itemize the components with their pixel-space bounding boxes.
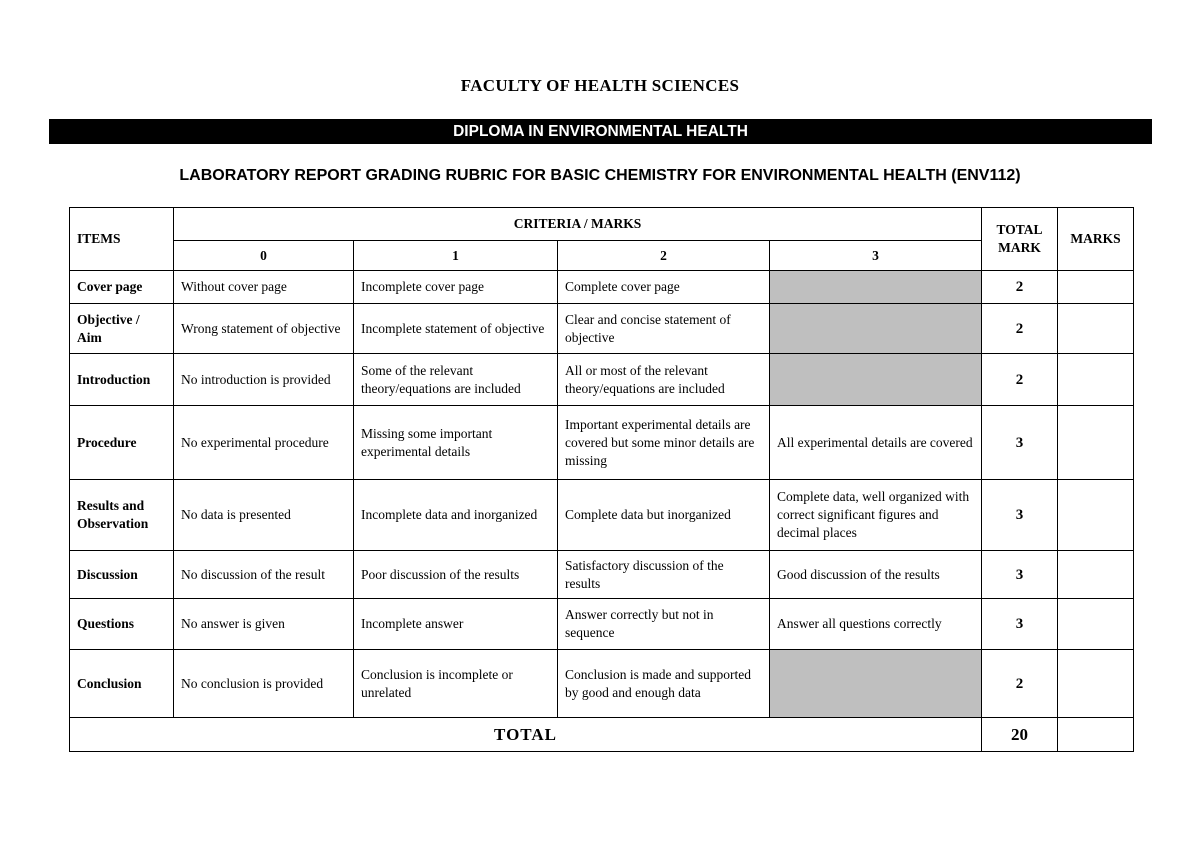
criteria-cell: Incomplete cover page bbox=[354, 271, 558, 304]
criteria-cell: Complete data but inorganized bbox=[558, 480, 770, 551]
criteria-cell: No conclusion is provided bbox=[174, 650, 354, 718]
table-row bbox=[70, 480, 1134, 551]
total-marks-cell[interactable] bbox=[1058, 718, 1134, 752]
total-row bbox=[70, 718, 1134, 752]
criteria-cell: Complete data, well organized with correct significant figures and decimal places bbox=[770, 480, 982, 551]
marks-cell[interactable] bbox=[1058, 271, 1134, 304]
shaded-cell bbox=[770, 650, 982, 718]
criteria-cell: No introduction is provided bbox=[174, 354, 354, 406]
rubric-title: LABORATORY REPORT GRADING RUBRIC FOR BASIC CHEMISTRY FOR ENVIRONMENTAL HEALTH (ENV112) bbox=[179, 167, 1021, 184]
criteria-header: CRITERIA / MARKS bbox=[174, 208, 982, 241]
total-mark-cell: 2 bbox=[982, 304, 1058, 354]
criteria-cell: Some of the relevant theory/equations are included bbox=[354, 354, 558, 406]
total-mark-cell: 2 bbox=[982, 271, 1058, 304]
faculty-title: FACULTY OF HEALTH SCIENCES bbox=[460, 76, 740, 95]
criteria-cell: No experimental procedure bbox=[174, 406, 354, 480]
total-mark-cell: 3 bbox=[982, 599, 1058, 650]
criteria-cell: Clear and concise statement of objective bbox=[558, 304, 770, 354]
criteria-cell: Good discussion of the results bbox=[770, 551, 982, 599]
table-row bbox=[70, 599, 1134, 650]
criteria-cell: Poor discussion of the results bbox=[354, 551, 558, 599]
marks-cell[interactable] bbox=[1058, 599, 1134, 650]
criteria-cell: No data is presented bbox=[174, 480, 354, 551]
total-mark-cell: 3 bbox=[982, 551, 1058, 599]
total-mark-cell: 3 bbox=[982, 480, 1058, 551]
row-item-label: Questions bbox=[70, 599, 174, 650]
marks-cell[interactable] bbox=[1058, 480, 1134, 551]
level-0-header: 0 bbox=[174, 241, 354, 271]
header-row-top bbox=[70, 208, 1134, 241]
total-mark-header: TOTAL MARK bbox=[982, 208, 1058, 271]
criteria-cell: All experimental details are covered bbox=[770, 406, 982, 480]
row-item-label: Procedure bbox=[70, 406, 174, 480]
row-item-label: Cover page bbox=[70, 271, 174, 304]
row-item-label: Conclusion bbox=[70, 650, 174, 718]
criteria-cell: All or most of the relevant theory/equations are included bbox=[558, 354, 770, 406]
marks-cell[interactable] bbox=[1058, 551, 1134, 599]
criteria-cell: Important experimental details are covered but some minor details are missing bbox=[558, 406, 770, 480]
header-row-levels bbox=[70, 241, 1134, 271]
criteria-cell: Incomplete statement of objective bbox=[354, 304, 558, 354]
criteria-cell: Answer correctly but not in sequence bbox=[558, 599, 770, 650]
marks-cell[interactable] bbox=[1058, 304, 1134, 354]
total-label: TOTAL bbox=[70, 718, 982, 752]
marks-cell[interactable] bbox=[1058, 406, 1134, 480]
criteria-cell: Complete cover page bbox=[558, 271, 770, 304]
table-row bbox=[70, 406, 1134, 480]
total-value: 20 bbox=[982, 718, 1058, 752]
criteria-cell: No discussion of the result bbox=[174, 551, 354, 599]
table-row bbox=[70, 271, 1134, 304]
shaded-cell bbox=[770, 354, 982, 406]
criteria-cell: Incomplete data and inorganized bbox=[354, 480, 558, 551]
level-3-header: 3 bbox=[770, 241, 982, 271]
shaded-cell bbox=[770, 304, 982, 354]
criteria-cell: Missing some important experimental details bbox=[354, 406, 558, 480]
criteria-cell: Incomplete answer bbox=[354, 599, 558, 650]
total-mark-cell: 2 bbox=[982, 650, 1058, 718]
marks-cell[interactable] bbox=[1058, 650, 1134, 718]
criteria-cell: Conclusion is incomplete or unrelated bbox=[354, 650, 558, 718]
row-item-label: Objective / Aim bbox=[70, 304, 174, 354]
level-1-header: 1 bbox=[354, 241, 558, 271]
table-row bbox=[70, 304, 1134, 354]
table-row bbox=[70, 650, 1134, 718]
row-item-label: Results and Observation bbox=[70, 480, 174, 551]
table-row bbox=[70, 551, 1134, 599]
criteria-cell: Satisfactory discussion of the results bbox=[558, 551, 770, 599]
diploma-banner: DIPLOMA IN ENVIRONMENTAL HEALTH bbox=[49, 119, 1152, 144]
criteria-cell: Wrong statement of objective bbox=[174, 304, 354, 354]
row-item-label: Discussion bbox=[70, 551, 174, 599]
rubric-table bbox=[69, 207, 1134, 752]
criteria-cell: Conclusion is made and supported by good and enough data bbox=[558, 650, 770, 718]
marks-cell[interactable] bbox=[1058, 354, 1134, 406]
criteria-cell: Answer all questions correctly bbox=[770, 599, 982, 650]
criteria-cell: No answer is given bbox=[174, 599, 354, 650]
total-mark-cell: 3 bbox=[982, 406, 1058, 480]
marks-header: MARKS bbox=[1058, 208, 1134, 271]
shaded-cell bbox=[770, 271, 982, 304]
table-row bbox=[70, 354, 1134, 406]
row-item-label: Introduction bbox=[70, 354, 174, 406]
items-header: ITEMS bbox=[70, 208, 174, 271]
level-2-header: 2 bbox=[558, 241, 770, 271]
criteria-cell: Without cover page bbox=[174, 271, 354, 304]
total-mark-cell: 2 bbox=[982, 354, 1058, 406]
